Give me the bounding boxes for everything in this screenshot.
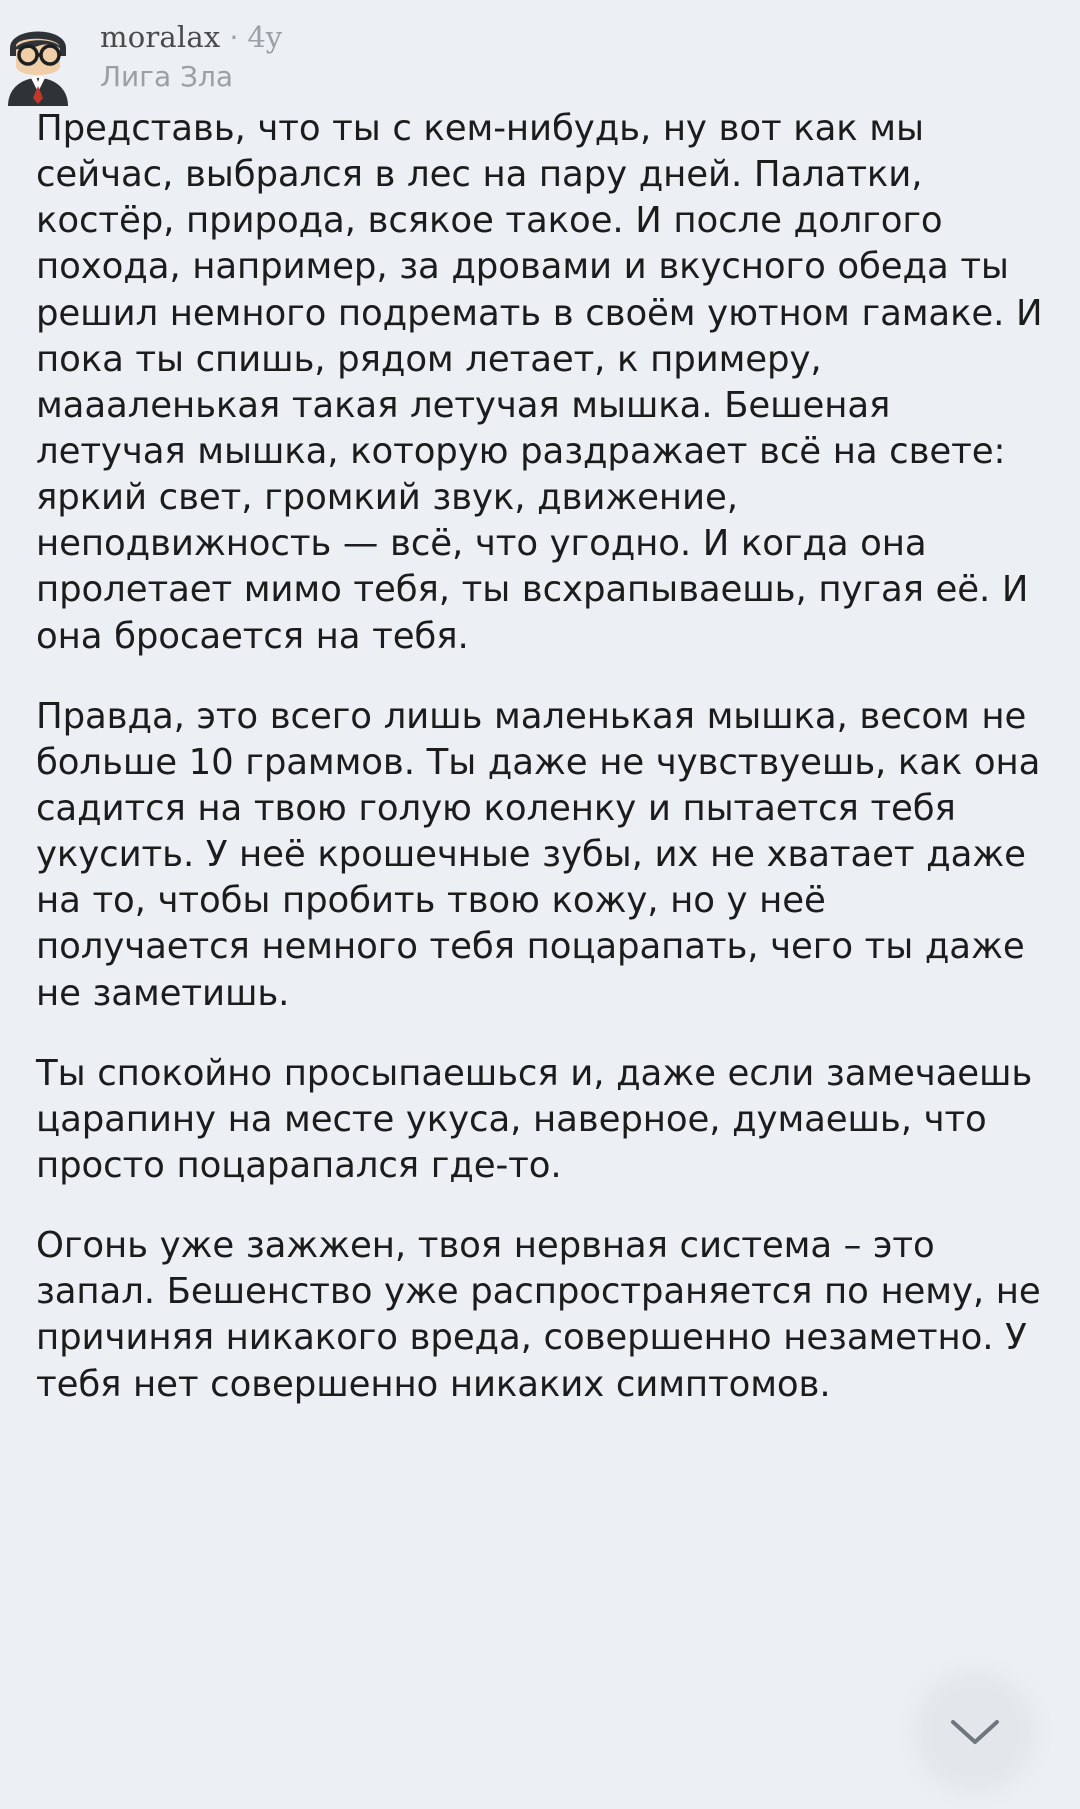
post-paragraph: Огонь уже зажжен, твоя нервная система – это запал. Бешенство уже распространяется по нему, не причиняя никакого вреда, совершенно незаметно. У тебя нет совершенно никаких симптомов. [36,1225,1041,1405]
author-line [100,20,282,54]
chevron-down-icon [949,1716,1001,1748]
meta-separator: · [229,21,239,54]
community-name[interactable]: Лига Зла [100,60,234,93]
post-paragraph: Ты спокойно просыпаешься и, даже если замечаешь царапину на месте укуса, наверное, думаешь, что просто поцарапался где-то. [36,1052,1033,1186]
user-avatar-icon[interactable] [0,10,86,106]
expand-post-button[interactable] [932,1689,1018,1775]
post-age: 4y [247,20,283,54]
post-body [0,100,1080,1408]
post-paragraph: Представь, что ты с кем-нибудь, ну вот как мы сейчас, выбрался в лес на пару дней. Палатки, костёр, природа, всякое такое. И после долгого похода, например, за дровами и вкусного обеда ты решил немного подремать в своём уютном гамаке. И пока ты спишь, рядом летает, к примеру, маааленькая такая летучая мышка. Бешеная летучая мышка, которую раздражает всё на свете: яркий свет, громкий звук, движение, неподвижность — всё, что угодно. И когда она пролетает мимо тебя, ты всхрапываешь, пугая её. И она бросается на тебя. [36,108,1043,657]
post-header [0,0,1080,100]
post-paragraph: Правда, это всего лишь маленькая мышка, весом не больше 10 граммов. Ты даже не чувствуешь, как она садится на твою голую коленку и пытается тебя укусить. У неё крошечные зубы, их не хватает даже на то, чтобы пробить твою кожу, но у неё получается немного тебя поцарапать, чего ты даже не заметишь. [36,695,1041,1014]
author-name[interactable]: moralax [100,20,221,54]
post-meta [100,14,282,93]
